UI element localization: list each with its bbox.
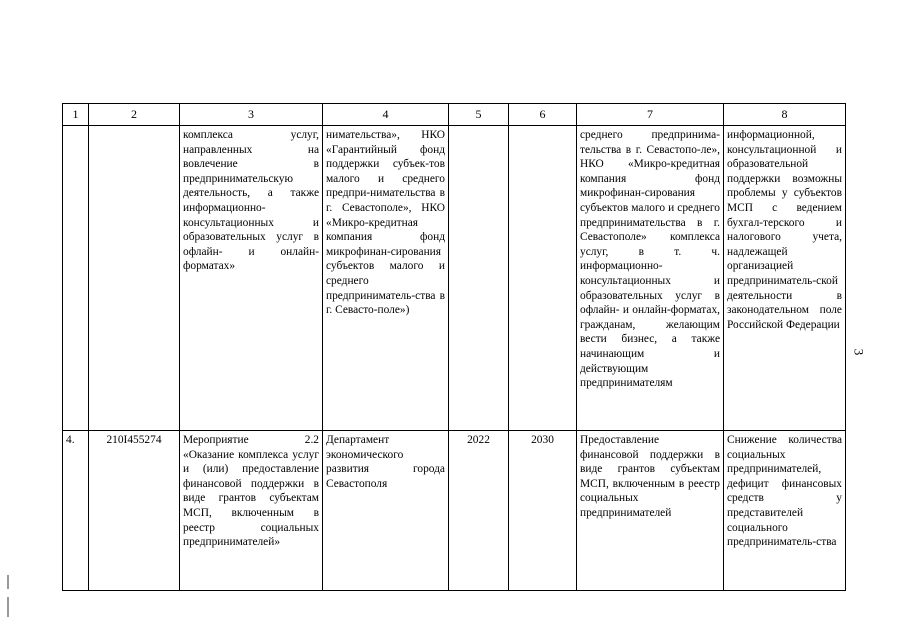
row-start-year: 2022: [449, 431, 509, 591]
scan-mark: [7, 575, 9, 589]
row-result: среднего предпринима-тельства в г. Севастопо-ле», НКО «Микро-кредитная компания фонд микрофинан-сирования субъектов малого и среднего предпринимательства в г. Севастополе» комплекса услуг, в т. ч. информационно-консультационных и образовательных услуг в офлайн- и онлайн-форматах, гражданам, желающим вести бизнес, а также начинающим и действующим предпринимателям: [577, 126, 724, 431]
row-executor: нимательства», НКО «Гарантийный фонд поддержки субъек-тов малого и среднего предпри-нимательства в г. Севастополе», НКО «Микро-кредитная компания фонд микрофинан-сирования субъектов малого и среднего предприниматель-ства в г. Севасто-поле»): [323, 126, 449, 431]
row-consequences: Снижение количества социальных предпринимателей, дефицит финансовых средств у представителей социального предприниматель-ства: [724, 431, 846, 591]
header-col-4: 4: [323, 104, 449, 126]
header-col-8: 8: [724, 104, 846, 126]
header-col-2: 2: [89, 104, 180, 126]
row-activity: комплекса услуг, направленных на вовлечение в предпринимательскую деятельность, а также информационно-консультационных и образовательных услуг в офлайн- и онлайн-форматах»: [180, 126, 323, 431]
row-result: Предоставление финансовой поддержки в виде грантов субъектам МСП, включенным в реестр социальных предпринимателей: [577, 431, 724, 591]
row-end-year: [509, 126, 577, 431]
row-activity: Мероприятие 2.2 «Оказание комплекса услуг и (или) предоставление финансовой поддержки в виде грантов субъектам МСП, включенным в реестр социальных предпринимателей»: [180, 431, 323, 591]
header-col-7: 7: [577, 104, 724, 126]
row-executor: Департамент экономического развития города Севастополя: [323, 431, 449, 591]
page-number: 3: [851, 348, 867, 356]
header-col-1: 1: [63, 104, 89, 126]
table-row: [63, 431, 846, 591]
row-end-year: 2030: [509, 431, 577, 591]
header-row: [63, 104, 846, 126]
row-start-year: [449, 126, 509, 431]
header-col-6: 6: [509, 104, 577, 126]
scan-mark: [7, 597, 9, 617]
header-col-5: 5: [449, 104, 509, 126]
table-row: [63, 126, 846, 431]
row-number: [63, 126, 89, 431]
header-col-3: 3: [180, 104, 323, 126]
plan-table: [62, 103, 846, 591]
row-code: 210I455274: [89, 431, 180, 591]
row-number: 4.: [63, 431, 89, 591]
row-code: [89, 126, 180, 431]
row-consequences: информационной, консультационной и образовательной поддержки возможны проблемы у субъектов МСП с ведением бухгал-терского и налогового учета, надлежащей организацией предприниматель-ской деятельности в законодательном поле Российской Федерации: [724, 126, 846, 431]
